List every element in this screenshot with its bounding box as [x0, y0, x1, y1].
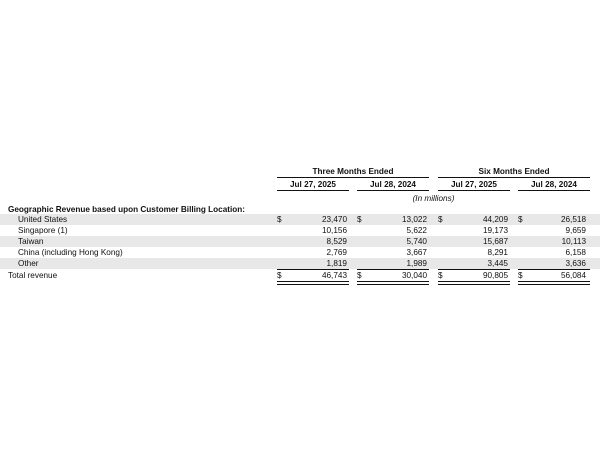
- currency-symbol: $: [357, 215, 362, 224]
- cell-6m-2025: 15,687: [482, 237, 508, 246]
- cell-3m-2025: 2,769: [326, 248, 347, 257]
- total-3m-2025: 46,743: [321, 271, 347, 280]
- table-row: [0, 225, 600, 236]
- total-6m-2025: 90,805: [482, 271, 508, 280]
- cell-6m-2025: 44,209: [482, 215, 508, 224]
- total-label: Total revenue: [8, 271, 58, 280]
- total-double-rule: [277, 281, 349, 285]
- column-underline: [518, 190, 590, 191]
- total-double-rule: [518, 281, 590, 285]
- column-header-6m-2024: Jul 28, 2024: [531, 180, 577, 189]
- currency-symbol: $: [277, 271, 282, 280]
- table-row: [0, 258, 600, 269]
- cell-3m-2024: 5,622: [406, 226, 427, 235]
- cell-3m-2024: 3,667: [406, 248, 427, 257]
- currency-symbol: $: [518, 215, 523, 224]
- section-heading: Geographic Revenue based upon Customer Billing Location:: [8, 205, 246, 214]
- table-row: [0, 247, 600, 258]
- total-row: [0, 270, 600, 281]
- total-double-rule: [438, 281, 510, 285]
- group-underline-six-months: [438, 177, 590, 178]
- cell-3m-2025: 10,156: [321, 226, 347, 235]
- row-label: Singapore (1): [18, 226, 68, 235]
- column-header-3m-2024: Jul 28, 2024: [370, 180, 416, 189]
- cell-3m-2025: 23,470: [321, 215, 347, 224]
- cell-3m-2025: 8,529: [326, 237, 347, 246]
- column-underline: [438, 190, 510, 191]
- cell-6m-2025: 19,173: [482, 226, 508, 235]
- group-underline-three-months: [277, 177, 429, 178]
- currency-symbol: $: [438, 271, 443, 280]
- table-row: [0, 236, 600, 247]
- cell-6m-2025: 3,445: [487, 259, 508, 268]
- row-label: China (including Hong Kong): [18, 248, 123, 257]
- row-label: Other: [18, 259, 39, 268]
- cell-3m-2024: 13,022: [401, 215, 427, 224]
- currency-symbol: $: [518, 271, 523, 280]
- column-header-6m-2025: Jul 27, 2025: [451, 180, 497, 189]
- cell-6m-2024: 6,158: [565, 248, 586, 257]
- row-label: Taiwan: [18, 237, 44, 246]
- currency-symbol: $: [438, 215, 443, 224]
- column-header-3m-2025: Jul 27, 2025: [290, 180, 336, 189]
- cell-3m-2025: 1,819: [326, 259, 347, 268]
- group-header-six-months: Six Months Ended: [478, 167, 550, 176]
- cell-6m-2024: 10,113: [561, 237, 586, 246]
- group-header-three-months: Three Months Ended: [312, 167, 394, 176]
- column-underline: [277, 190, 349, 191]
- cell-3m-2024: 1,989: [406, 259, 427, 268]
- cell-6m-2025: 8,291: [487, 248, 508, 257]
- total-6m-2024: 56,084: [560, 271, 586, 280]
- cell-6m-2024: 3,636: [565, 259, 586, 268]
- total-double-rule: [357, 281, 429, 285]
- cell-6m-2024: 9,659: [565, 226, 586, 235]
- row-label: United States: [18, 215, 68, 224]
- currency-symbol: $: [277, 215, 282, 224]
- cell-3m-2024: 5,740: [406, 237, 427, 246]
- unit-note-text: (In millions): [412, 194, 455, 203]
- table-row: [0, 214, 600, 225]
- total-3m-2024: 30,040: [401, 271, 427, 280]
- cell-6m-2024: 26,518: [560, 215, 586, 224]
- column-underline: [357, 190, 429, 191]
- currency-symbol: $: [357, 271, 362, 280]
